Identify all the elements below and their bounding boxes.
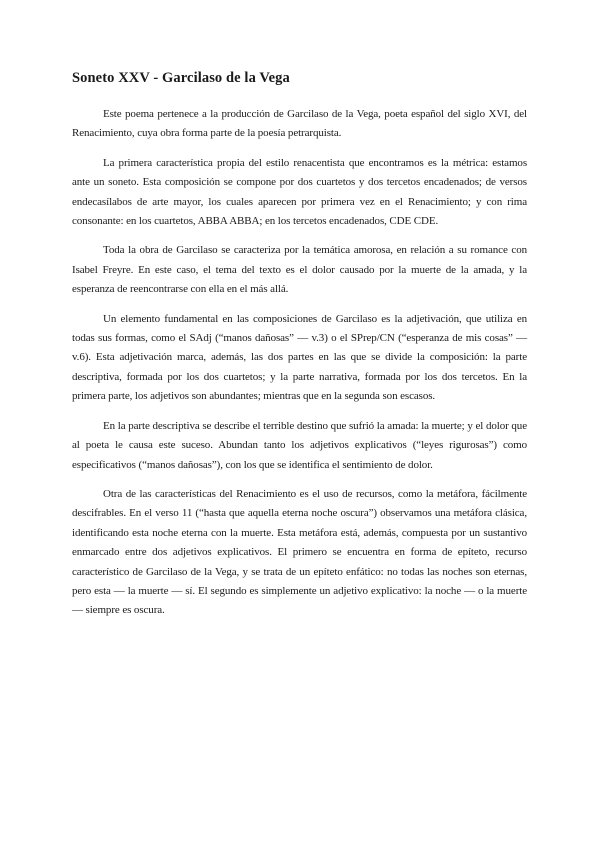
paragraph-descriptive-part: En la parte descriptiva se describe el terrible destino que sufrió la amada: la muerte; y el dolor que al poeta le causa este suceso. Abundan tanto los adjetivos explicativos (“leyes rigurosas”) como especificativos (“manos dañosas”), con los que se identifica el sentimiento de dolor. xyxy=(72,419,527,471)
paragraph-metaphor: Otra de las características del Renacimiento es el uso de recursos, como la metáfora, fácilmente descifrables. En el verso 11 (“hasta que aquella eterna noche oscura”) observamos una metáfora clásica, identificando esta noche eterna con la muerte. Esta metáfora está, además, compuesta por un sustantivo enmarcado entre dos adjetivos explicativos. El primero se encuentra en forma de epíteto, recurso característico de Garcilaso de la Vega, y se trata de un epíteto enfático: no todas las noches son eternas, pero esta — la muerte — sí. El segundo es simplemente un adjetivo explicativo: la noche — o la muerte — siempre es oscura. xyxy=(72,487,527,617)
paragraph-theme: Toda la obra de Garcilaso se caracteriza por la temática amorosa, en relación a su romance con Isabel Freyre. En este caso, el tema del texto es el dolor causado por la muerte de la amada, y la esperanza de reencontrarse con ella en el más allá. xyxy=(72,244,527,296)
paragraph-intro: Este poema pertenece a la producción de Garcilaso de la Vega, poeta español del siglo XVI, del Renacimiento, cuya obra forma parte de la poesía petrarquista. xyxy=(72,108,527,140)
paragraph-adjectives: Un elemento fundamental en las composiciones de Garcilaso es la adjetivación, que utiliza en todas sus formas, como el SAdj (“manos dañosas” — v.3) o el SPrep/CN (“esperanza de mis cosas” — v.6). Esta adjetivación marca, además, las dos partes en las que se divide la composición: la parte descriptiva, formada por los dos cuartetos; y la parte narrativa, formada por los dos tercetos. En la primera parte, los adjetivos son abundantes; mientras que en la segunda son escasos. xyxy=(72,312,527,403)
document-title: Soneto XXV - Garcilaso de la Vega xyxy=(72,70,290,86)
paragraph-metrics: La primera característica propia del estilo renacentista que encontramos es la métrica: estamos ante un soneto. Esta composición se compone por dos cuartetos y dos tercetos encadenados; de versos endecasílabos de arte mayor, los cuales aparecen por primera vez en el Renacimiento; y con rima consonante: en los cuartetos, ABBA ABBA; en los tercetos encadenados, CDE CDE. xyxy=(72,156,527,228)
document-page xyxy=(72,70,527,631)
